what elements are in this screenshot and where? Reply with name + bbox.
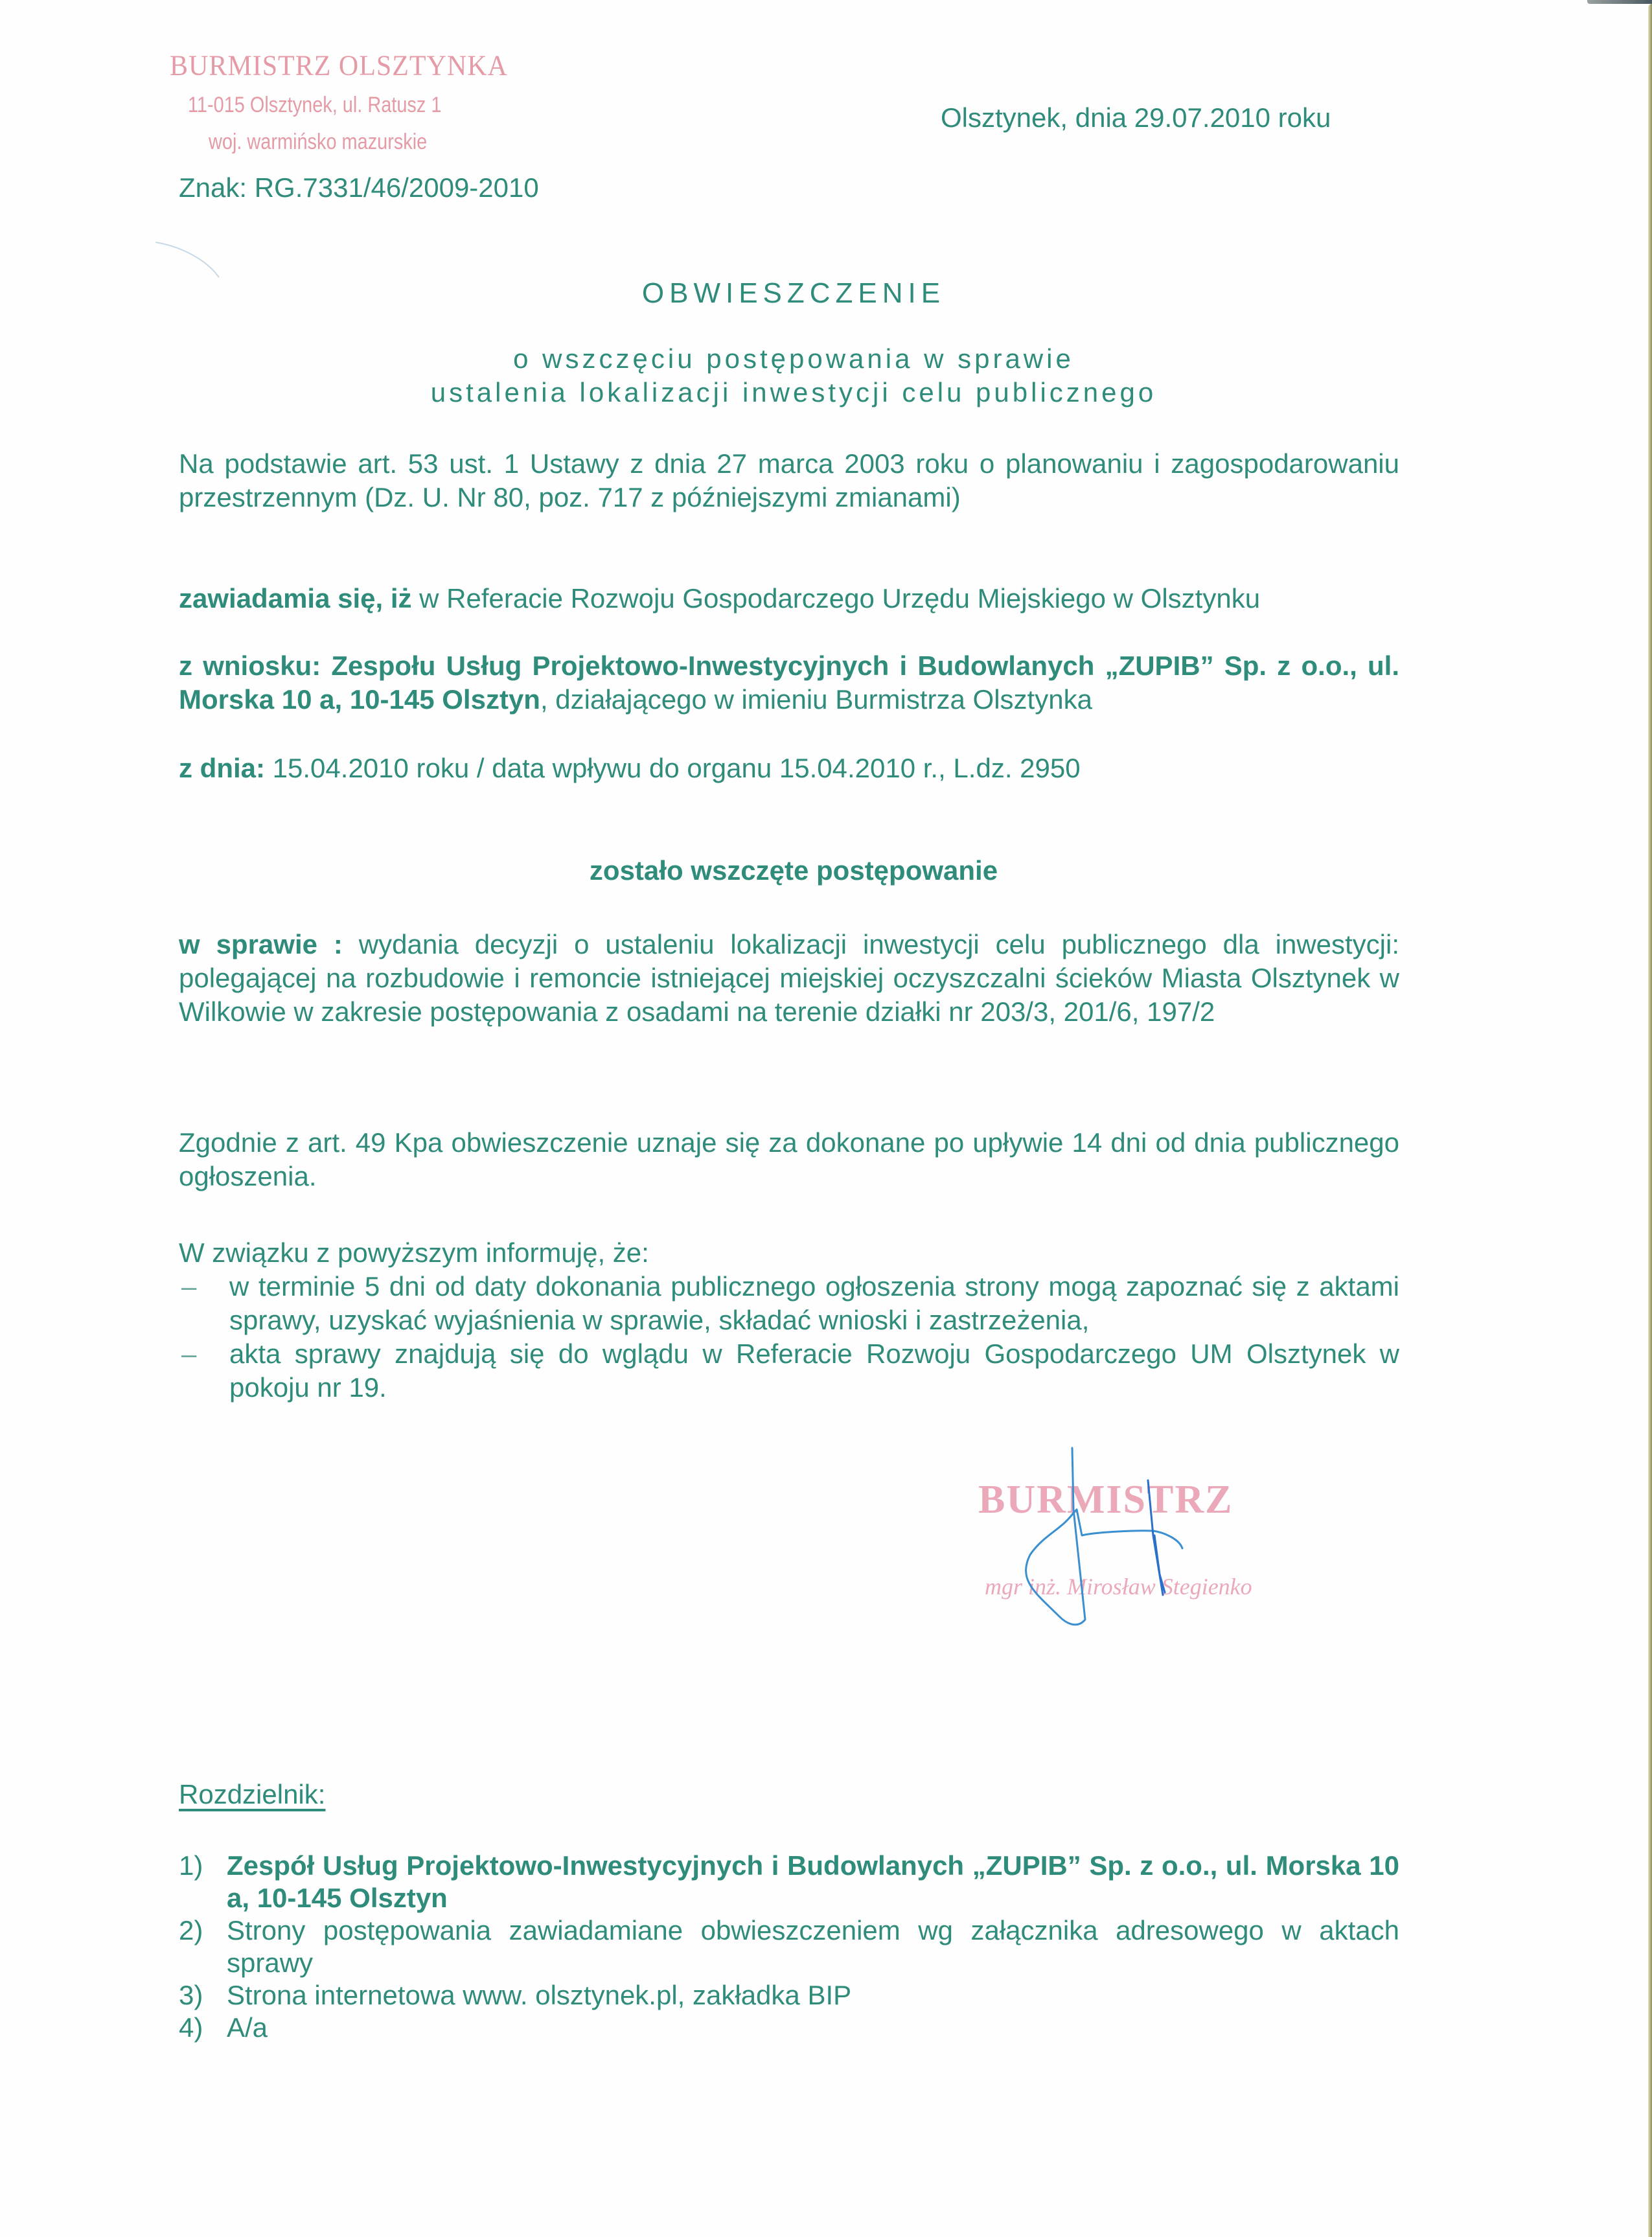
- item-number: 3): [179, 1980, 203, 2010]
- page-edge-top: [1587, 0, 1652, 4]
- page-edge-right: [1648, 4, 1652, 2237]
- item-text: Strony postępowania zawiadamiane obwieszczeniem wg załącznika adresowego w aktach sprawy: [227, 1915, 1399, 1978]
- notice-lead: zawiadamia się, iż: [179, 583, 412, 614]
- item-text: Strona internetowa www. olsztynek.pl, zakładka BIP: [227, 1980, 852, 2010]
- request-paragraph: [179, 649, 1399, 717]
- stamp-address: 11-015 Olsztynek, ul. Ratusz 1: [188, 93, 442, 117]
- request-date-text: 15.04.2010 roku / data wpływu do organu 15.04.2010 r., L.dz. 2950: [265, 753, 1081, 783]
- signature-stamp-name: mgr inż. Mirosław Stegienko: [985, 1574, 1252, 1600]
- handwritten-signature-icon: [939, 1425, 1393, 1652]
- list-item: [172, 1914, 1399, 1979]
- reference-number: Znak: RG.7331/46/2009-2010: [179, 172, 539, 203]
- request-date-label: z dnia:: [179, 753, 265, 783]
- document-subtitle-line2: ustalenia lokalizacji inwestycji celu publicznego: [430, 377, 1157, 407]
- list-item: [172, 1850, 1399, 1914]
- bullet-text: akta sprawy znajdują się do wglądu w Referacie Rozwoju Gospodarczego UM Olsztynek w pokoju nr 19.: [229, 1338, 1399, 1403]
- item-text: A/a: [227, 2012, 268, 2043]
- stamp-office-name: BURMISTRZ OLSZTYNKA: [170, 50, 508, 82]
- document-subtitle-line1: o wszczęciu postępowania w sprawie: [513, 343, 1074, 374]
- matter-label: w sprawie :: [179, 929, 343, 959]
- bullet-text: w terminie 5 dni od daty dokonania publicznego ogłoszenia strony mogą zapoznać się z aktami sprawy, uzyskać wyjaśnienia w sprawie, składać wnioski i zastrzeżenia,: [229, 1271, 1399, 1335]
- dash-bullet-icon: –: [181, 1271, 197, 1302]
- list-item: [179, 1337, 1399, 1405]
- signature-block: [939, 1425, 1393, 1652]
- dash-bullet-icon: –: [181, 1338, 197, 1369]
- request-date-paragraph: [179, 751, 1399, 785]
- list-item: [179, 1270, 1399, 1337]
- proceedings-started: zostało wszczęte postępowanie: [589, 855, 998, 886]
- request-applicant: z wniosku: Zespołu Usług Projektowo-Inwestycyjnych i Budowlanych „ZUPIB” Sp. z o.o., ul. Morska 10 a, 10-145 Olsztyn: [179, 650, 1399, 715]
- signature-stamp-title: BURMISTRZ: [978, 1478, 1233, 1522]
- legal-basis: Na podstawie art. 53 ust. 1 Ustawy z dnia 27 marca 2003 roku o planowaniu i zagospodarowaniu przestrzennym (Dz. U. Nr 80, poz. 717 z późniejszymi zmianami): [179, 448, 1399, 512]
- item-number: 1): [179, 1850, 203, 1881]
- request-text: , działającego w imieniu Burmistrza Olsztynka: [540, 684, 1092, 715]
- list-item: [172, 2012, 1399, 2044]
- kpa-paragraph: Zgodnie z art. 49 Kpa obwieszczenie uznaje się za dokonane po upływie 14 dni od dnia publicznego ogłoszenia.: [179, 1127, 1399, 1191]
- notice-text: w Referacie Rozwoju Gospodarczego Urzędu Miejskiego w Olsztynku: [411, 583, 1261, 614]
- distribution-heading: Rozdzielnik:: [179, 1779, 326, 1809]
- matter-text: wydania decyzji o ustaleniu lokalizacji inwestycji celu publicznego dla inwestycji: polegającej na rozbudowie i remoncie istniejącej miejskiej oczyszczalni ścieków Miasta Olsztynek w Wilkowie w zakresie postępowania z osadami na terenie działki nr 203/3, 201/6, 197/2: [179, 929, 1400, 1027]
- stamp-voivodeship: woj. warmińsko mazurskie: [209, 130, 428, 154]
- item-number: 2): [179, 1915, 203, 1945]
- item-number: 4): [179, 2012, 203, 2043]
- item-text: Zespół Usług Projektowo-Inwestycyjnych i Budowlanych „ZUPIB” Sp. z o.o., ul. Morska 10 a, 10-145 Olsztyn: [227, 1850, 1399, 1913]
- list-item: [172, 1979, 1399, 2012]
- scan-mark-icon: [154, 240, 225, 279]
- document-title: OBWIESZCZENIE: [641, 277, 946, 309]
- matter-paragraph: [179, 928, 1399, 1029]
- inform-intro: W związku z powyższym informuję, że:: [179, 1237, 649, 1268]
- notice-paragraph: [179, 582, 1399, 615]
- info-bullet-list: [179, 1270, 1399, 1405]
- place-date: Olsztynek, dnia 29.07.2010 roku: [941, 102, 1331, 133]
- distribution-list: [172, 1850, 1399, 2044]
